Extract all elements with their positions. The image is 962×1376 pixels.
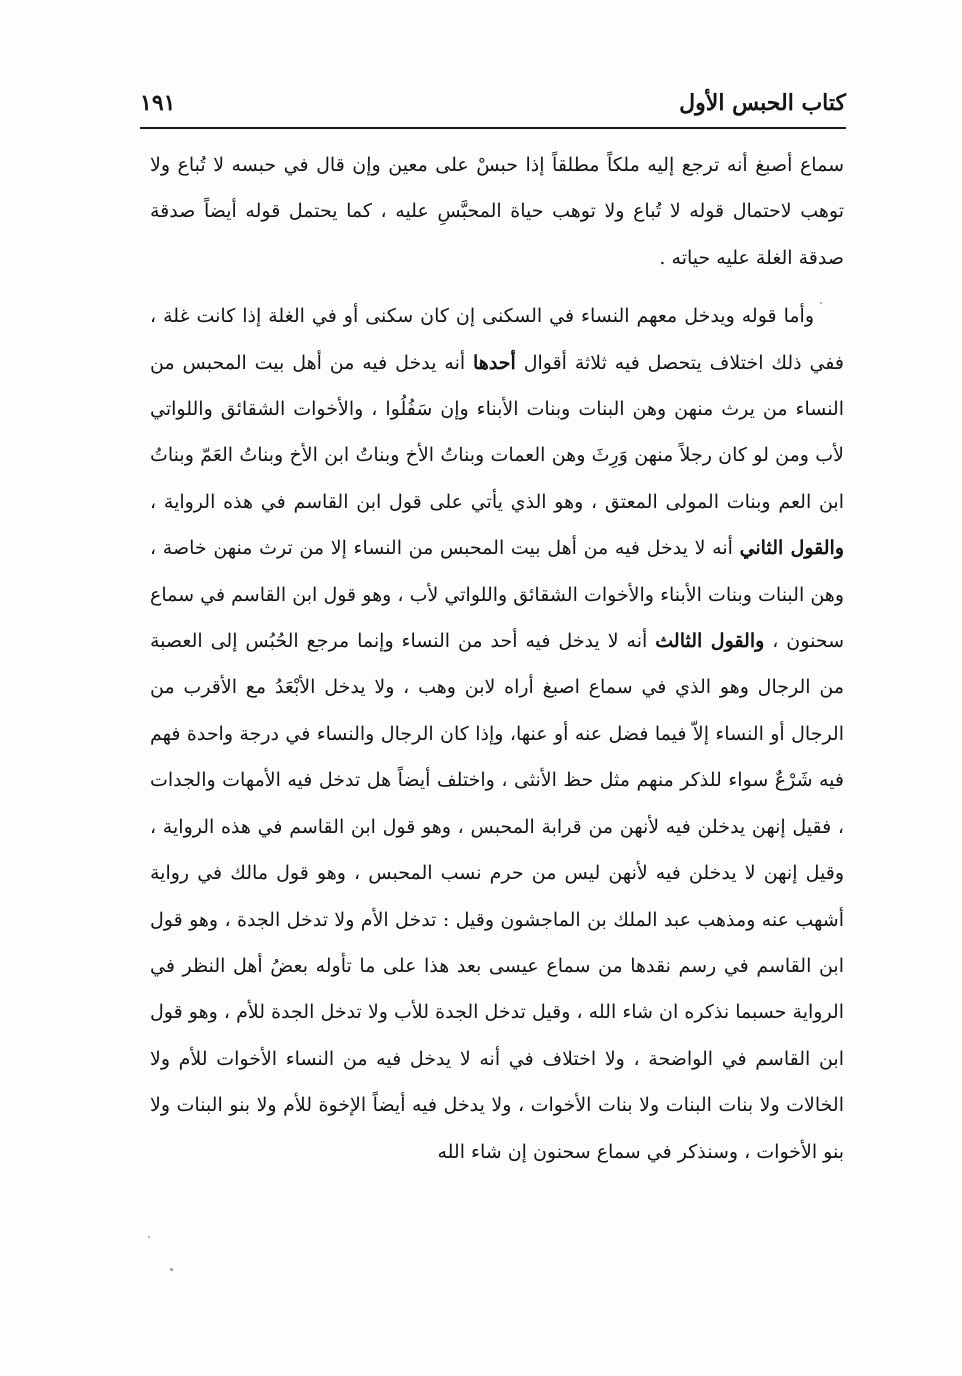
page-header: [140, 86, 846, 126]
second-opinion-label: والقول الثاني: [739, 537, 844, 560]
first-opinion-label: أحدها: [473, 351, 516, 374]
paragraph-2-text: وأما قوله ويدخل معهم النساء في السكنى إن كان سكنى أو في الغلة إذا كانت غلة ، ففي ذلك اختلاف يتحصل فيه ثلاثة أقوال: [150, 305, 844, 374]
paragraph-1: سماع أصبغ أنه ترجع إليه ملكاً مطلقاً إذا حبسْ على معين وإن قال في حبسه لا تُباع ولا توهب لاحتمال قوله لا تُباع ولا توهب حياة المحبَّسِ عليه ، كما يحتمل قوله أيضاً صدقة صدقة الغلة عليه حياته .: [150, 154, 844, 269]
third-opinion-label: والقول الثالث: [655, 630, 765, 653]
scan-speck: [820, 302, 822, 304]
scan-speck: [170, 1268, 173, 1271]
scan-speck: [148, 1236, 150, 1238]
page-body: [150, 142, 844, 1175]
paragraph-2-text: أنه لا يدخل فيه من أهل بيت المحبس من النساء إلا من ترث منهن خاصة ، وهن البنات وبنات الأبناء والأخوات الشقائق واللواتي لأب ، وهو قول ابن القاسم في سماع سحنون ،: [150, 537, 844, 653]
paragraph-2-text: أنه يدخل فيه من أهل بيت المحبس من النساء من يرث منهن وهن البنات وبنات الأبناء وإن سَفُلُوا ، والأخوات الشقائق واللواتي لأب ومن لو كان رجلاً منهن وَرِثَ وهن العمات وبناتُ الأخ وبناتُ ابن الأخ وبناتُ العَمّ وبناتُ ابن العم وبنات المولى المعتق ، وهو الذي يأتي على قول ابن القاسم في هذه الرواية ،: [150, 351, 844, 513]
running-title: كتاب الحبس الأول: [679, 90, 846, 116]
page-number: ١٩١: [140, 90, 176, 116]
paragraph-2: [150, 293, 844, 1175]
paragraph-2-text: أنه لا يدخل فيه أحد من النساء وإنما مرجع الحُبُس إلى العصبة من الرجال وهو الذي في سماع اصبغ أراه لابن وهب ، ولا يدخل الأبْعَدُ مع الأقرب من الرجال أو النساء إلاّ فيما فضل عنه أو عنها، وإذا كان الرجال والنساء في درجة واحدة فهم فيه شَرْعٌ سواء للذكر منهم مثل حظ الأنثى ، واختلف أيضاً هل تدخل فيه الأمهات والجدات ، فقيل إنهن يدخلن فيه لأنهن من قرابة المحبس ، وهو قول ابن القاسم في هذه الرواية ، وقيل إنهن لا يدخلن فيه لأنهن ليس من حرم نسب المحبس ، وهو قول مالك في رواية أشهب عنه ومذهب عبد الملك بن الماجشون وقيل : تدخل الأم ولا تدخل الجدة ، وهو قول ابن القاسم في رسم نقدها من سماع عيسى بعد هذا على ما تأوله بعضُ أهل النظر في الرواية حسبما نذكره ان شاء الله ، وقيل تدخل الجدة للأب ولا تدخل الجدة للأم ، وهو قول ابن القاسم في الواضحة ، ولا اختلاف في أنه لا يدخل فيه من النساء الأخوات للأم ولا الخالات ولا بنات البنات ولا بنات الأخوات ، ولا يدخل فيه أيضاً الإخوة للأم ولا بنو البنات ولا بنو الأخوات ، وسنذكر في سماع سحنون إن شاء الله: [150, 630, 845, 1163]
header-rule: [140, 127, 846, 129]
